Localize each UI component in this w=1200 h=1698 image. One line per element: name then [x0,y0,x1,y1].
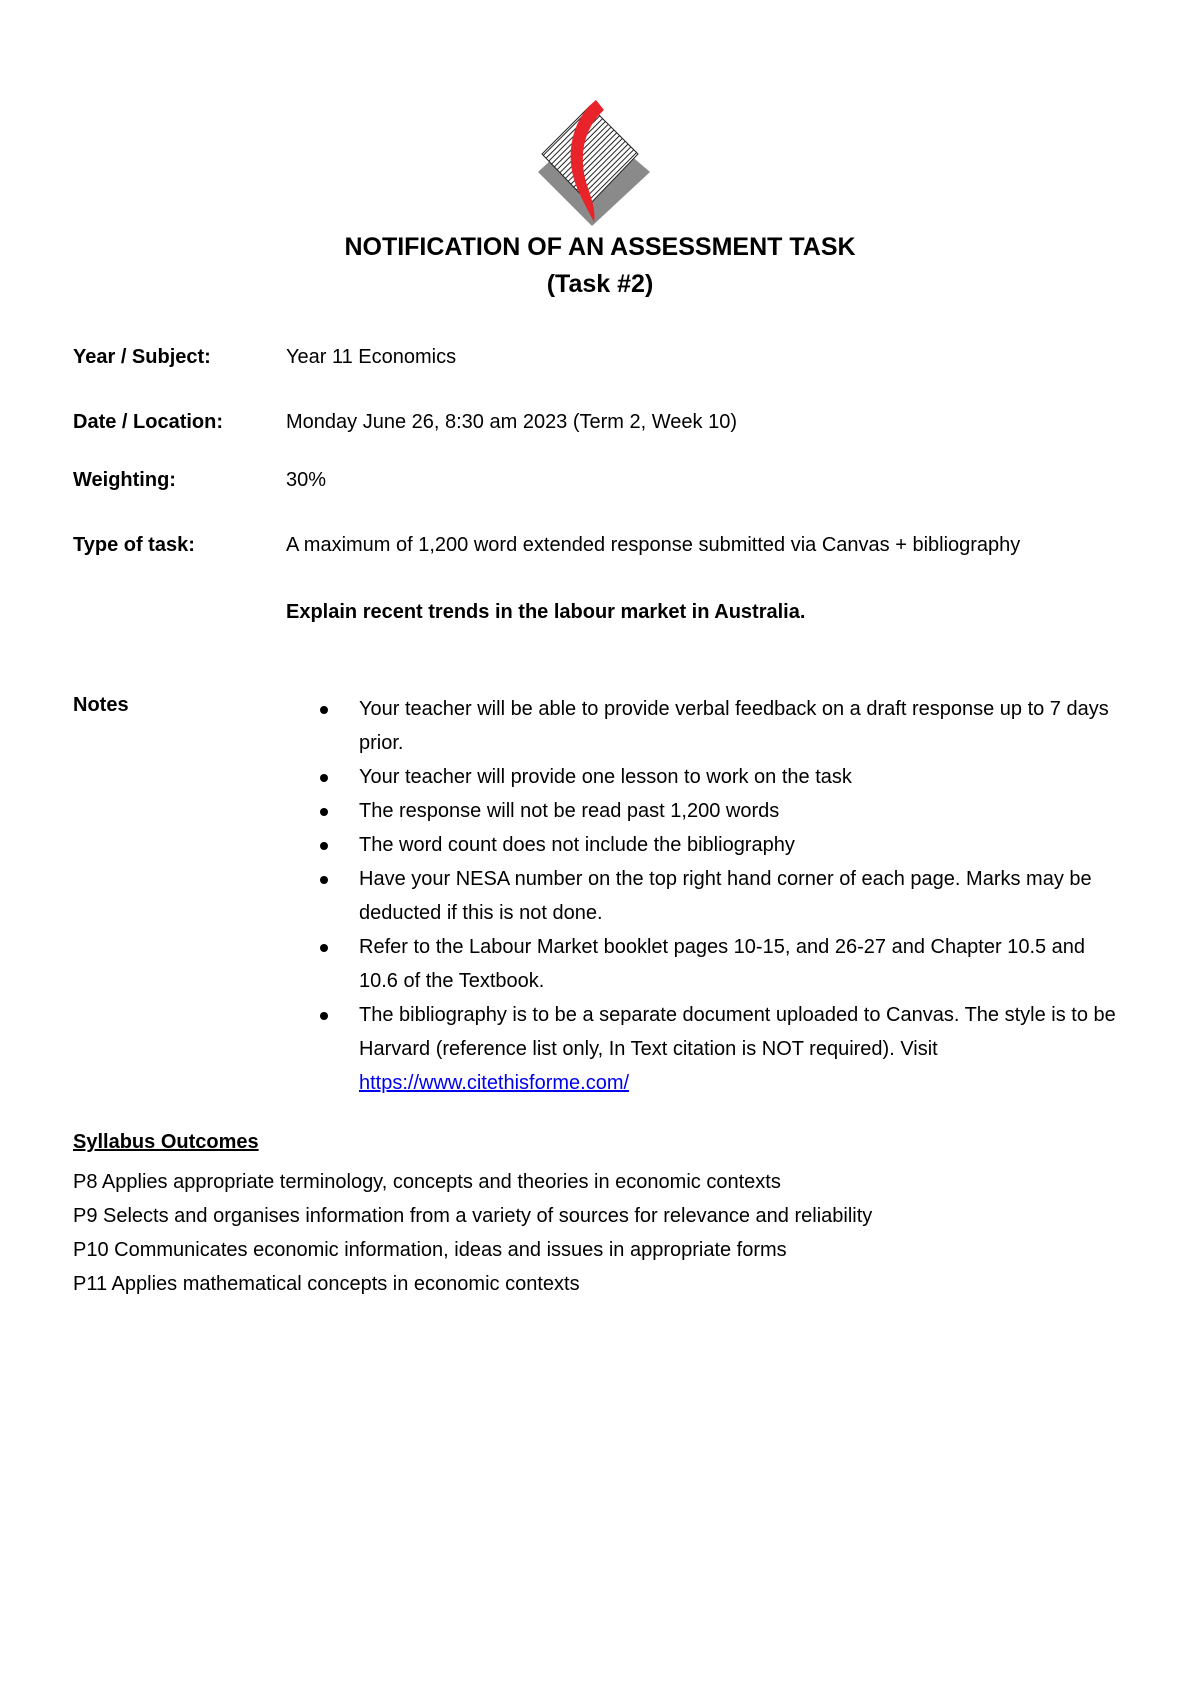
list-item: The response will not be read past 1,200 words [320,794,1120,828]
bullet-icon [320,706,328,714]
bullet-icon [320,944,328,952]
bullet-icon [320,842,328,850]
page-subtitle: (Task #2) [546,270,654,298]
list-item: Your teacher will be able to provide verbal feedback on a draft response up to 7 days prior. [320,692,1120,760]
weighting-value: 30% [286,469,327,491]
school-logo [530,100,654,228]
year-subject-label: Year / Subject: [73,346,211,368]
outcomes-title: Syllabus Outcomes [73,1131,259,1153]
list-item: Have your NESA number on the top right hand corner of each page. Marks may be deducted if this is not done. [320,862,1120,930]
list-item: P10 Communicates economic information, ideas and issues in appropriate forms [73,1239,787,1261]
year-subject-value: Year 11 Economics [286,346,457,368]
list-item: The bibliography is to be a separate document uploaded to Canvas. The style is to be Harvard (reference list only, In Text citation is NOT required). Visit https://www.citethisforme.com/ [320,998,1120,1100]
date-location-value: Monday June 26, 8:30 am 2023 (Term 2, Week 10) [286,411,737,433]
bullet-icon [320,876,328,884]
bullet-icon [320,808,328,816]
list-item: The word count does not include the bibliography [320,828,1120,862]
list-item: Your teacher will provide one lesson to work on the task [320,760,1120,794]
type-of-task-value: A maximum of 1,200 word extended response submitted via Canvas + bibliography [286,534,1021,556]
task-question: Explain recent trends in the labour market in Australia. [286,601,806,623]
list-item: P8 Applies appropriate terminology, concepts and theories in economic contexts [73,1171,781,1193]
bullet-icon [320,774,328,782]
notes-label: Notes [73,694,129,716]
page-title: NOTIFICATION OF AN ASSESSMENT TASK [344,233,856,261]
list-item: P11 Applies mathematical concepts in economic contexts [73,1273,580,1295]
weighting-label: Weighting: [73,469,176,491]
citethisforme-link[interactable]: https://www.citethisforme.com/ [359,1072,630,1094]
notes-list [320,692,1120,1100]
outcomes-list [73,1165,872,1301]
type-of-task-label: Type of task: [73,534,195,556]
bullet-icon [320,1012,328,1020]
list-item: P9 Selects and organises information from a variety of sources for relevance and reliability [73,1205,873,1227]
list-item: Refer to the Labour Market booklet pages 10-15, and 26-27 and Chapter 10.5 and 10.6 of the Textbook. [320,930,1120,998]
date-location-label: Date / Location: [73,411,224,433]
